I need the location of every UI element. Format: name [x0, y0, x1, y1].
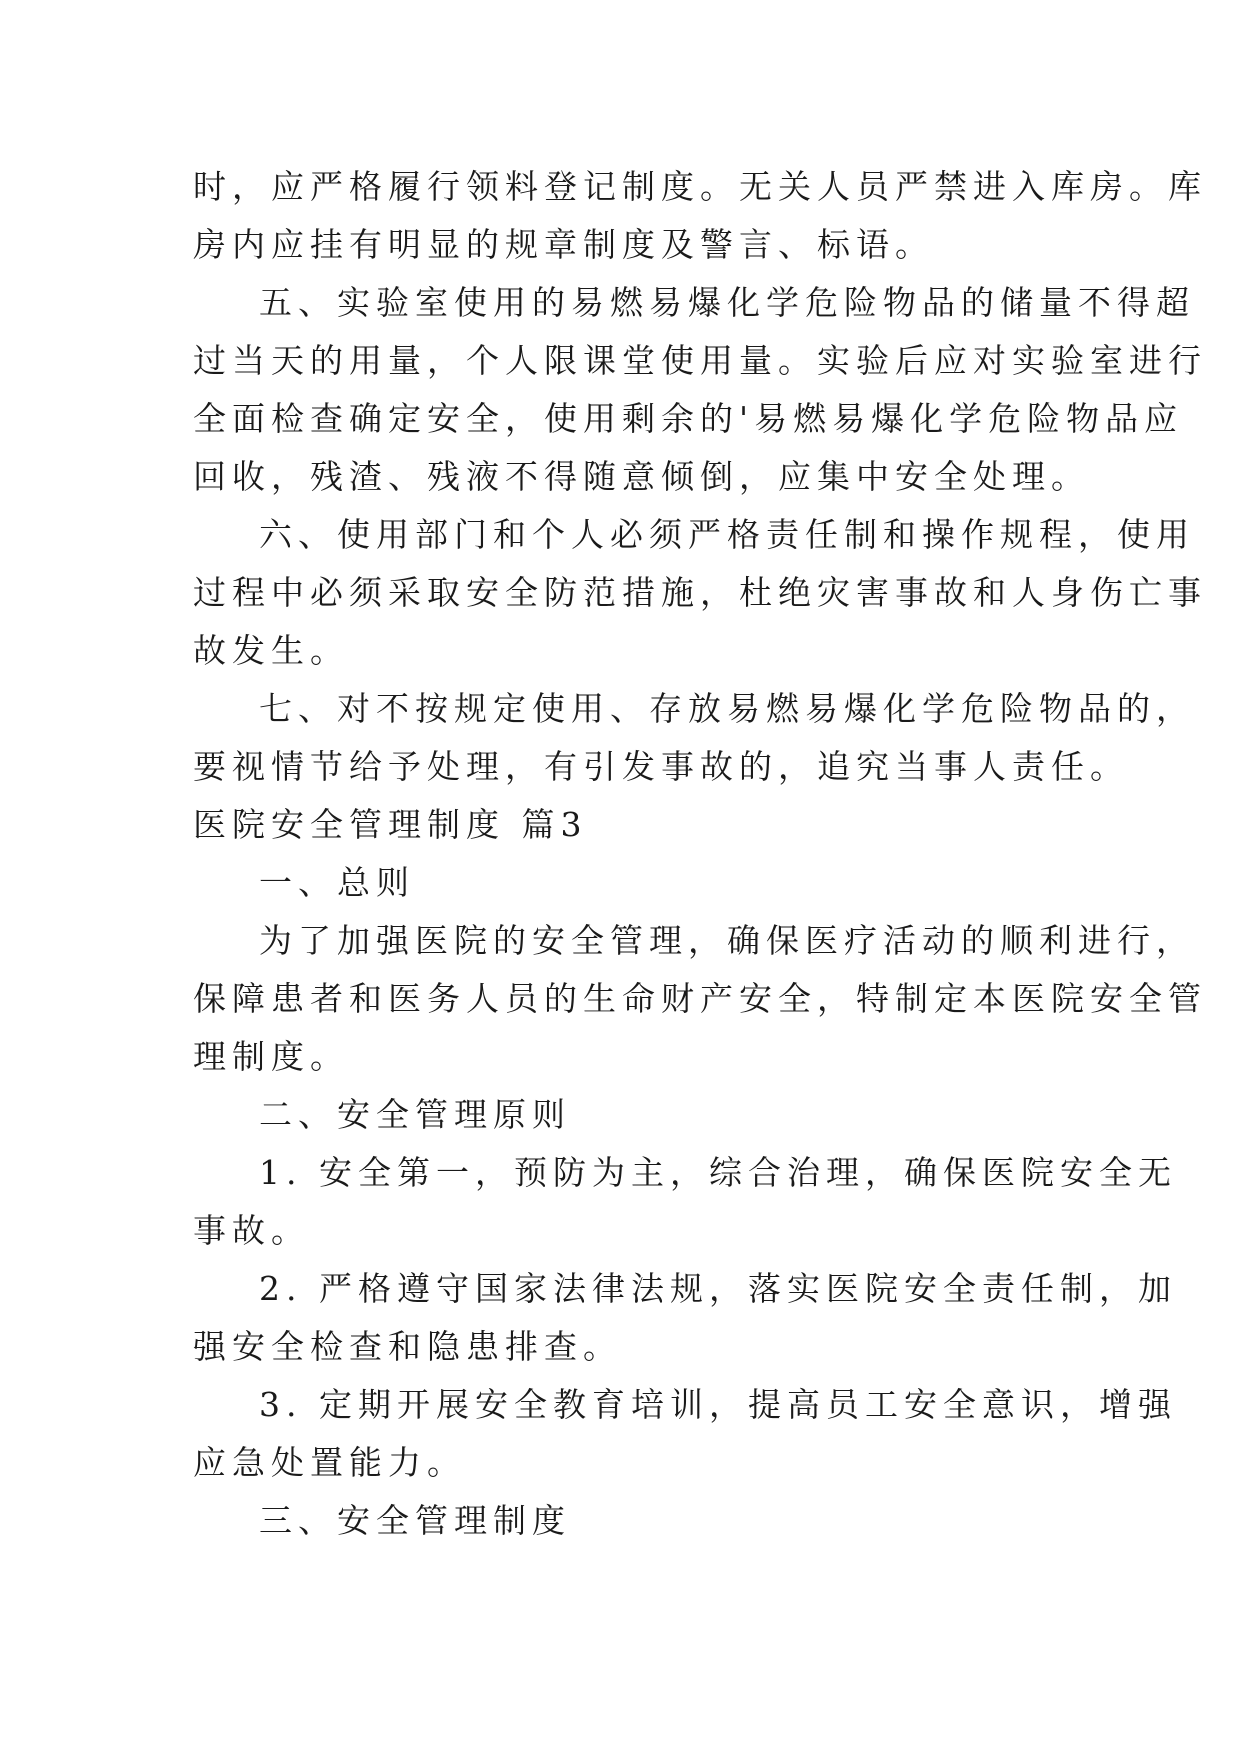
text-line: 过当天的用量，个人限课堂使用量。实验后应对实验室进行 — [193, 341, 1207, 380]
paragraph-start-line: 七、对不按规定使用、存放易燃易爆化学危险物品的， — [259, 689, 1195, 728]
paragraph-start-line: 六、使用部门和个人必须严格责任制和操作规程，使用 — [259, 515, 1195, 554]
text-line: 理制度。 — [193, 1037, 349, 1076]
document-body — [193, 158, 1207, 1550]
text-line: 事故。 — [193, 1211, 310, 1250]
list-item-start-line: 3. 定期开展安全教育培训，提高员工安全意识，增强 — [259, 1385, 1177, 1424]
text-line: 保障患者和医务人员的生命财产安全，特制定本医院安全管 — [193, 979, 1207, 1018]
text-line: 过程中必须采取安全防范措施，杜绝灾害事故和人身伤亡事 — [193, 573, 1207, 612]
subsection-heading: 二、安全管理原则 — [259, 1095, 571, 1134]
section-heading: 医院安全管理制度 篇3 — [193, 805, 588, 844]
text-line: 时，应严格履行领料登记制度。无关人员严禁进入库房。库 — [193, 167, 1207, 206]
text-line: 回收，残渣、残液不得随意倾倒，应集中安全处理。 — [193, 457, 1090, 496]
text-line: 强安全检查和隐患排查。 — [193, 1327, 622, 1366]
subsection-heading: 三、安全管理制度 — [259, 1501, 571, 1540]
text-line: 要视情节给予处理，有引发事故的，追究当事人责任。 — [193, 747, 1129, 786]
subsection-heading: 一、总则 — [259, 863, 415, 902]
text-line: 房内应挂有明显的规章制度及警言、标语。 — [193, 225, 934, 264]
text-line: 故发生。 — [193, 631, 349, 670]
paragraph-start-line: 五、实验室使用的易燃易爆化学危险物品的储量不得超 — [259, 283, 1195, 322]
text-line: 应急处置能力。 — [193, 1443, 466, 1482]
paragraph-start-line: 为了加强医院的安全管理，确保医疗活动的顺利进行， — [259, 921, 1195, 960]
list-item-start-line: 2. 严格遵守国家法律法规，落实医院安全责任制，加 — [259, 1269, 1177, 1308]
text-line: 全面检查确定安全，使用剩余的'易燃易爆化学危险物品应 — [193, 399, 1184, 438]
list-item-start-line: 1. 安全第一，预防为主，综合治理，确保医院安全无 — [259, 1153, 1177, 1192]
